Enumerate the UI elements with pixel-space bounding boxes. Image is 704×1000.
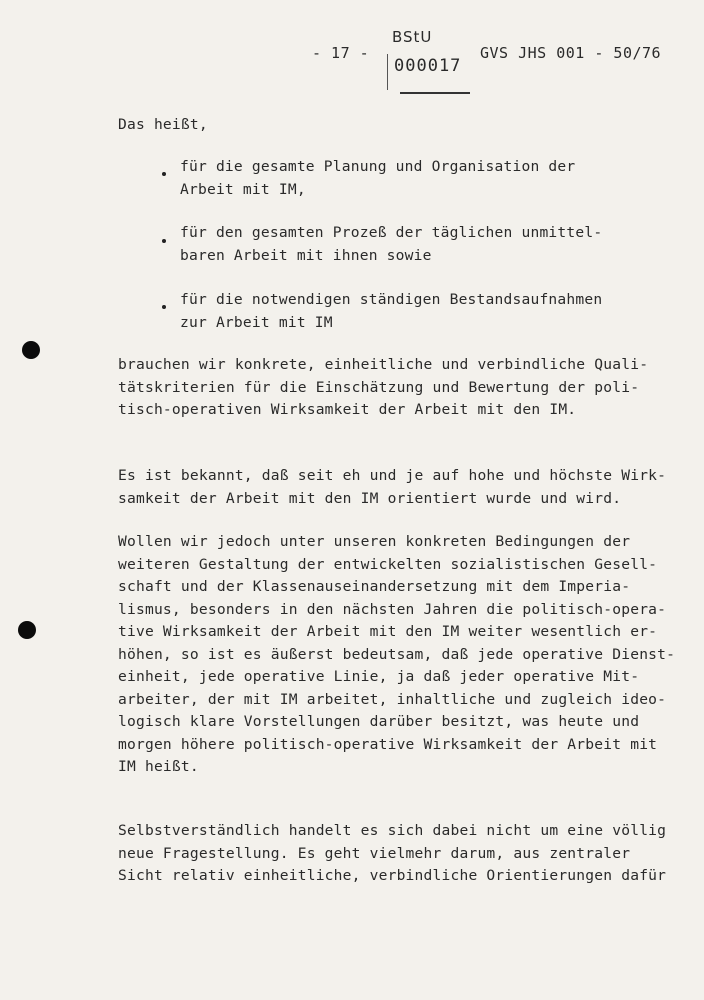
bullet-item: für die notwendigen ständigen Bestandsaufnahmen zur Arbeit mit IM [180, 291, 603, 331]
paragraph: Wollen wir jedoch unter unseren konkreten Bedingungen der weiteren Gestaltung der entwickelten sozialistischen Gesell- schaft und der Klassenauseinandersetzung mit dem Imperia- lismus, besonders in den nächsten Jahren die politisch-opera- tive Wirksamkeit der Arbeit mit den IM weiter wesentlich er- höhen, so ist es äußerst bedeutsam, daß jede operative Dienst- einheit, jede operative Linie, ja daß jeder operative Mit- arbeiter, der mit IM arbeitet, inhaltliche und zugleich ideo- logisch klare Vorstellungen darüber besitzt, was heute und morgen höhere politisch-operative Wirksamkeit der Arbeit mit IM heißt. [118, 533, 676, 775]
intro-text: Das heißt, [118, 116, 208, 133]
bullet-marker [162, 239, 166, 243]
bullet-marker [162, 172, 166, 176]
stamp-label: BStU [392, 28, 433, 46]
archive-stamp [382, 24, 460, 96]
paragraph: Selbstverständlich handelt es sich dabei nicht um eine völlig neue Fragestellung. Es geht vielmehr darum, aus zentraler Sicht relativ einheitliche, verbindliche Orientierungen dafür [118, 822, 667, 884]
bullet-item: für die gesamte Planung und Organisation der Arbeit mit IM, [180, 158, 576, 198]
page-number: - 17 - [312, 44, 370, 62]
bullet-item: für den gesamten Prozeß der täglichen unmittel- baren Arbeit mit ihnen sowie [180, 224, 603, 264]
document-reference: GVS JHS 001 - 50/76 [480, 44, 662, 62]
paragraph: Es ist bekannt, daß seit eh und je auf hohe und höchste Wirk- samkeit der Arbeit mit den IM orientiert wurde und wird. [118, 467, 667, 507]
punch-hole [18, 621, 36, 639]
bullet-marker [162, 305, 166, 309]
stamp-border-left [387, 54, 388, 90]
punch-hole [22, 341, 40, 359]
stamp-number: 000017 [394, 56, 462, 76]
stamp-border-bottom [400, 92, 470, 94]
paragraph: brauchen wir konkrete, einheitliche und verbindliche Quali- tätskriterien für die Einschätzung und Bewertung der poli- tisch-operativen Wirksamkeit der Arbeit mit den IM. [118, 356, 649, 418]
